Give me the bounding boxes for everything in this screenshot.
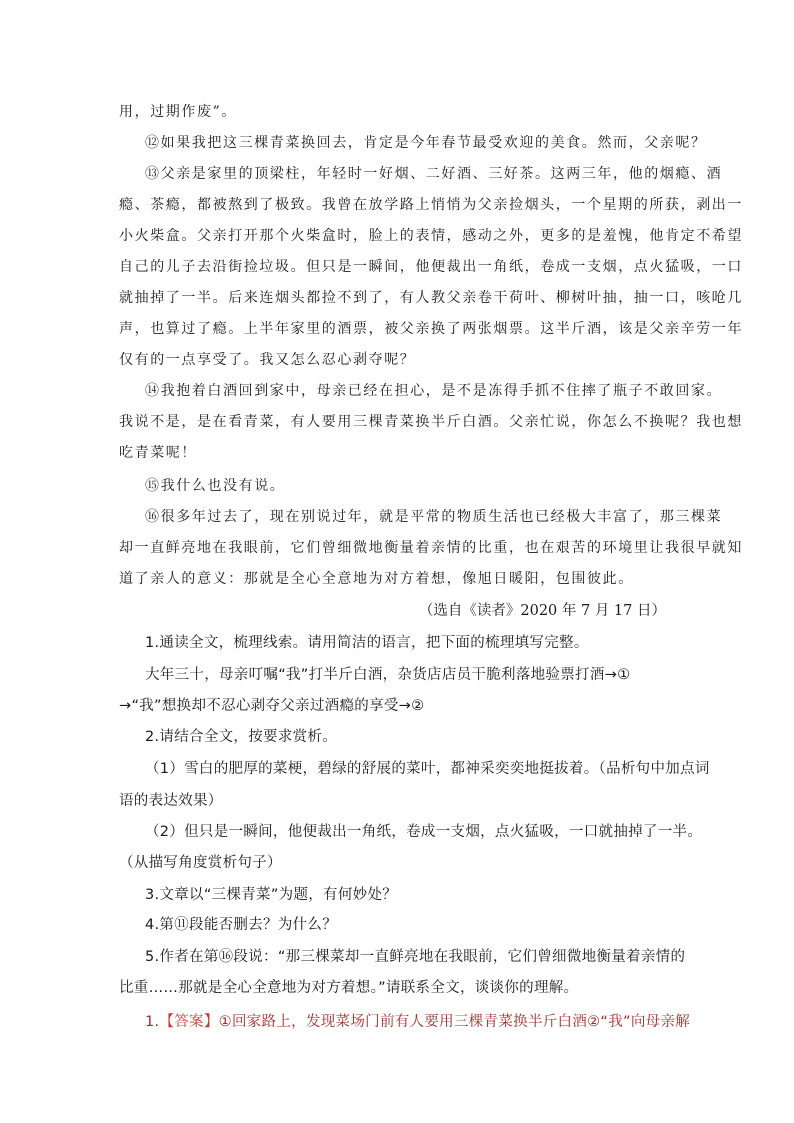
question-line: 1.通读全文，梳理线索。请用简洁的语言，把下面的梳理填写完整。	[145, 635, 589, 651]
question-line: 5.作者在第⑯段说：“那三棵菜却一直鲜亮地在我眼前，它们曾细微地衡量着亲情的	[145, 949, 686, 965]
question-line: （1）雪白的肥厚的菜梗，碧绿的舒展的菜叶，都神采奕奕地挺拔着。（品析句中加点词	[145, 761, 710, 777]
story-line: 却一直鲜亮地在我眼前，它们曾细微地衡量着亲情的比重，也在艰苦的环境里让我很早就知	[119, 540, 743, 556]
story-line: 瘾、茶瘾，都被熬到了极致。我曾在放学路上悄悄为父亲捡烟头，一个星期的所获，剥出一	[119, 197, 743, 213]
answer-text: ①回家路上，发现菜场门前有人要用三棵青菜换半斤白酒②“我”向母亲解	[218, 1014, 691, 1030]
answer-number: 1.	[145, 1014, 160, 1030]
answer-line	[145, 1012, 690, 1032]
story-line: 仅有的一点享受了。我又怎么忍心剥夺呢？	[119, 352, 416, 368]
story-line: 小火柴盒。父亲打开那个火柴盒时，脸上的表情，感动之外，更多的是羞愧，他肯定不希望	[119, 228, 743, 244]
question-line: （2）但只是一瞬间，他便裁出一角纸，卷成一支烟，点火猛吸，一口就抽掉了一半。	[145, 824, 703, 840]
story-line: 用，过期作废”。	[119, 104, 237, 120]
question-line: （从描写角度赏析句子）	[119, 855, 282, 871]
question-line: 3.文章以“三棵青菜”为题，有何妙处？	[145, 887, 398, 903]
story-line: 我说不是，是在看青菜，有人要用三棵青菜换半斤白酒。父亲忙说，你怎么不换呢？我也想	[119, 414, 743, 430]
story-line: ⑭我抱着白酒回到家中，母亲已经在担心，是不是冻得手抓不住摔了瓶子不敢回家。	[145, 383, 723, 399]
question-line: 2.请结合全文，按要求赏析。	[145, 729, 338, 745]
story-line: 就抽掉了一半。后来连烟头都捡不到了，有人教父亲卷干荷叶、柳树叶抽，抽一口，咳呛几	[119, 290, 743, 306]
story-line: 声，也算过了瘾。上半年家里的酒票，被父亲换了两张烟票。这半斤酒，该是父亲辛劳一年	[119, 321, 743, 337]
story-line: ⑬父亲是家里的顶梁柱，年轻时一好烟、二好酒、三好茶。这两三年，他的烟瘾、酒	[145, 166, 723, 182]
story-line: ⑫如果我把这三棵青菜换回去，肯定是今年春节最受欢迎的美食。然而，父亲呢？	[145, 135, 707, 151]
question-line: 比重……那就是全心全意地为对方着想。”请联系全文，谈谈你的理解。	[119, 980, 579, 996]
story-line: 自己的儿子去沿街捡垃圾。但只是一瞬间，他便裁出一角纸，卷成一支烟，点火猛吸，一口	[119, 259, 743, 275]
answer-tag: 【答案】	[159, 1014, 219, 1030]
story-line: ⑮我什么也没有说。	[145, 478, 286, 494]
question-line: 语的表达效果）	[119, 793, 223, 809]
story-line: 道了亲人的意义：那就是全心全意地为对方着想，像旭日暖阳，包围彼此。	[119, 571, 634, 587]
question-line: →“我”想换却不忍心剥夺父亲过酒瘾的享受→②	[119, 698, 425, 714]
question-line: 大年三十，母亲叮嘱“我”打半斤白酒，杂货店店员干脆利落地验票打酒→①	[145, 667, 631, 683]
story-line: 吃青菜呢！	[119, 445, 197, 461]
source-citation: （选自《读者》2020 年 7 月 17 日）	[418, 603, 666, 619]
question-line: 4.第⑪段能否删去？为什么？	[145, 917, 338, 933]
story-line: ⑯很多年过去了，现在别说过年，就是平常的物质生活也已经极大丰富了，那三棵菜	[145, 509, 723, 525]
